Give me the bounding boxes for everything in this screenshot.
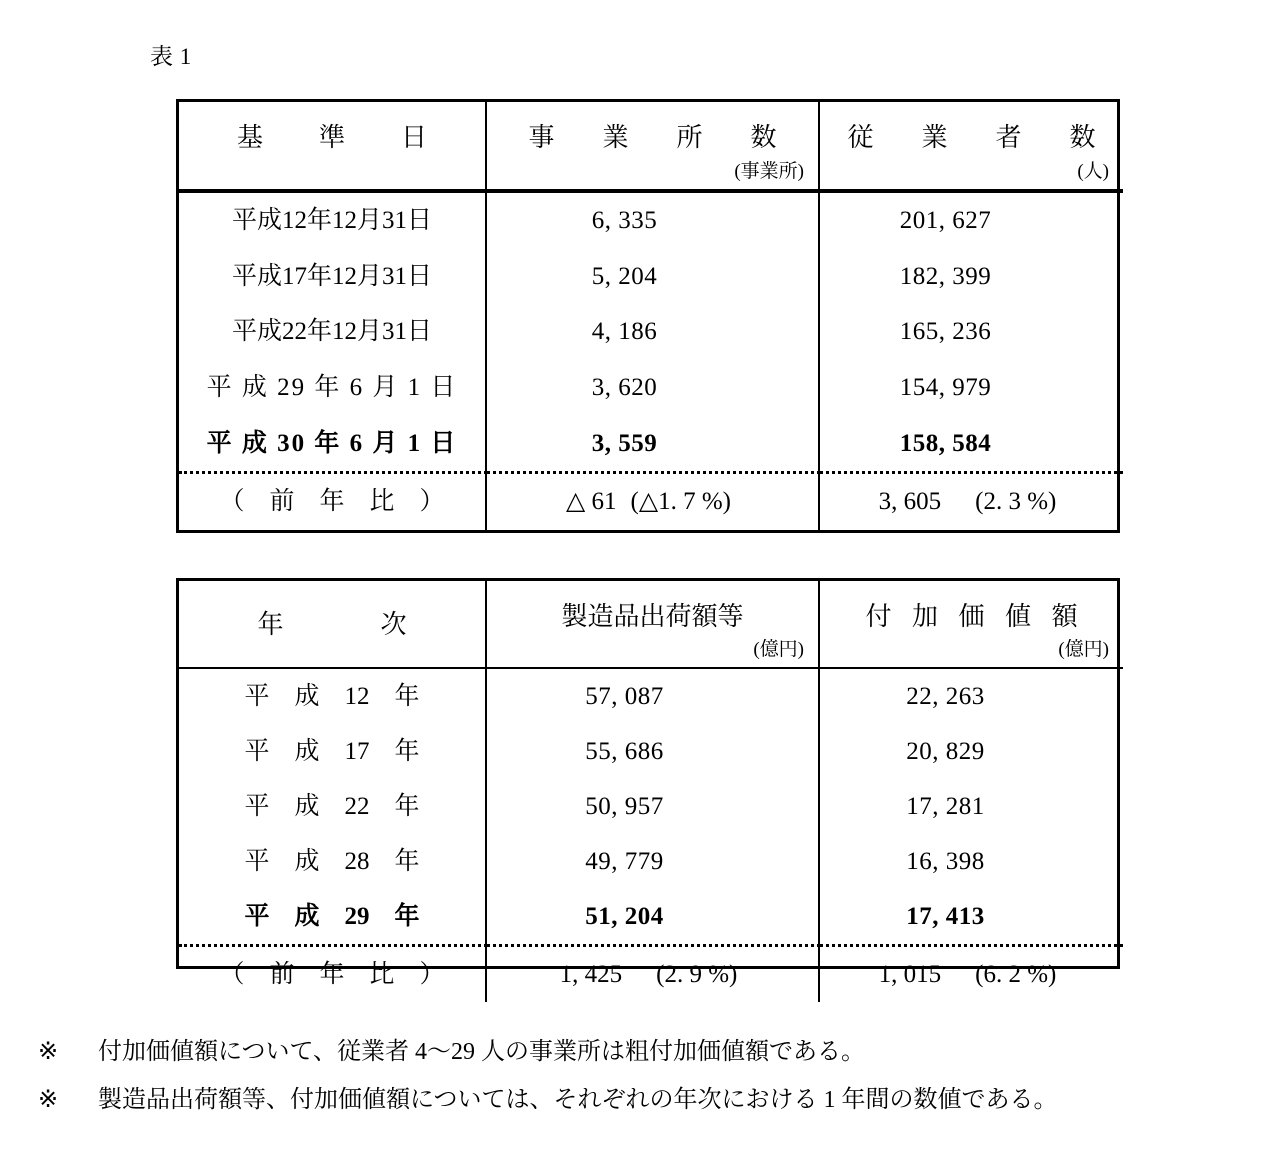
row-value-shipments: 51, 204 <box>585 902 664 930</box>
footnote-item <box>38 1040 1238 1064</box>
cell-reference-date <box>179 304 486 360</box>
header-unit-shipments: (億円) <box>753 639 804 661</box>
row-label: 平 成 29 年 <box>244 902 420 930</box>
comparison-percent-employees: (2. 3 %) <box>975 488 1057 516</box>
row-label: 平 成 22 年 <box>244 792 420 820</box>
cell-year <box>179 834 486 889</box>
row-label: 平 成 29 年 6 月 1 日 <box>206 374 458 402</box>
table-row-highlighted <box>179 416 1123 473</box>
cell-value-added <box>819 779 1123 834</box>
row-value-establishments: 6, 335 <box>591 207 658 235</box>
table-row-year-over-year <box>179 473 1123 530</box>
cell-establishments <box>486 249 819 305</box>
cell-employees <box>819 416 1123 473</box>
comparison-label: （ 前 年 比 ） <box>219 488 445 516</box>
header-label-employees: 従 業 者 数 <box>847 123 1107 152</box>
cell-comparison-value-added <box>819 946 1123 1003</box>
cell-establishments <box>486 191 819 249</box>
table-row <box>179 249 1123 305</box>
row-value-shipments: 57, 087 <box>585 682 664 710</box>
cell-comparison-label <box>179 473 486 530</box>
header-cell-value-added <box>819 581 1123 668</box>
cell-value-added <box>819 724 1123 779</box>
comparison-value-employees: 3, 605 <box>878 488 942 516</box>
cell-year <box>179 779 486 834</box>
cell-shipments <box>486 668 819 724</box>
cell-establishments <box>486 304 819 360</box>
cell-comparison-establishments <box>486 473 819 530</box>
header-cell-shipments <box>486 581 819 668</box>
table-row-highlighted <box>179 889 1123 946</box>
comparison-value-establishments: △ 61 <box>566 488 617 516</box>
row-value-establishments: 3, 620 <box>591 374 658 402</box>
cell-year <box>179 668 486 724</box>
cell-value-added <box>819 889 1123 946</box>
row-value-employees: 154, 979 <box>899 374 992 402</box>
comparison-percent-shipments: (2. 9 %) <box>656 960 738 988</box>
header-label-shipments: 製造品出荷額等 <box>561 602 744 631</box>
table-row <box>179 668 1123 724</box>
cell-shipments <box>486 834 819 889</box>
table-row <box>179 360 1123 416</box>
header-cell-establishments <box>486 102 819 191</box>
row-value-shipments: 49, 779 <box>585 847 664 875</box>
row-label: 平成22年12月31日 <box>231 318 432 346</box>
comparison-value-shipments: 1, 425 <box>559 960 623 988</box>
cell-employees <box>819 249 1123 305</box>
row-value-value-added: 22, 263 <box>906 682 985 710</box>
cell-comparison-employees <box>819 473 1123 530</box>
table-row <box>179 304 1123 360</box>
footnote-text: 付加価値額について、従業者 4〜29 人の事業所は粗付加価値額である。 <box>98 1039 866 1065</box>
row-value-employees: 182, 399 <box>899 262 992 290</box>
cell-reference-date <box>179 416 486 473</box>
cell-year <box>179 889 486 946</box>
row-value-establishments: 4, 186 <box>591 318 658 346</box>
cell-reference-date <box>179 360 486 416</box>
footnotes <box>38 1040 1238 1136</box>
row-value-value-added: 20, 829 <box>906 737 985 765</box>
comparison-percent-value-added: (6. 2 %) <box>975 960 1057 988</box>
cell-year <box>179 724 486 779</box>
row-value-value-added: 17, 281 <box>906 792 985 820</box>
row-label: 平 成 28 年 <box>244 847 420 875</box>
table-row <box>179 779 1123 834</box>
header-unit-establishments: (事業所) <box>734 161 804 183</box>
header-unit-value-added: (億円) <box>1058 639 1109 661</box>
header-label-reference-date: 基 準 日 <box>236 123 442 152</box>
header-label-year: 年 次 <box>257 610 422 639</box>
cell-value-added <box>819 834 1123 889</box>
row-label: 平 成 17 年 <box>244 737 420 765</box>
row-value-value-added: 16, 398 <box>906 847 985 875</box>
header-unit-employees: (人) <box>1077 161 1109 183</box>
row-value-value-added: 17, 413 <box>906 902 985 930</box>
header-cell-year <box>179 581 486 668</box>
comparison-label: （ 前 年 比 ） <box>219 960 445 988</box>
cell-comparison-shipments <box>486 946 819 1003</box>
table-row <box>179 191 1123 249</box>
cell-shipments <box>486 779 819 834</box>
cell-employees <box>819 191 1123 249</box>
row-value-employees: 201, 627 <box>899 207 992 235</box>
cell-shipments <box>486 889 819 946</box>
row-label: 平成12年12月31日 <box>231 207 432 235</box>
row-value-establishments: 3, 559 <box>591 429 658 457</box>
comparison-value-value-added: 1, 015 <box>878 960 942 988</box>
cell-comparison-label <box>179 946 486 1003</box>
header-label-establishments: 事 業 所 数 <box>528 123 788 152</box>
cell-employees <box>819 304 1123 360</box>
cell-shipments <box>486 724 819 779</box>
comparison-percent-establishments: (△1. 7 %) <box>630 488 731 516</box>
table-header-row <box>179 581 1123 668</box>
table-2-container <box>176 578 1120 988</box>
table-establishments-employees <box>179 102 1123 530</box>
table-row <box>179 834 1123 889</box>
row-value-shipments: 50, 957 <box>585 792 664 820</box>
cell-reference-date <box>179 249 486 305</box>
cell-value-added <box>819 668 1123 724</box>
table-1-container <box>176 99 1120 533</box>
row-label: 平 成 12 年 <box>244 682 420 710</box>
reference-mark-icon: ※ <box>38 1087 59 1113</box>
cell-employees <box>819 360 1123 416</box>
row-value-establishments: 5, 204 <box>591 262 658 290</box>
table-shipments-value-added <box>179 581 1123 1002</box>
row-label: 平 成 30 年 6 月 1 日 <box>206 429 458 457</box>
row-value-shipments: 55, 686 <box>585 737 664 765</box>
row-value-employees: 165, 236 <box>899 318 992 346</box>
row-value-employees: 158, 584 <box>899 429 992 457</box>
reference-mark-icon: ※ <box>38 1039 59 1065</box>
row-label: 平成17年12月31日 <box>231 262 432 290</box>
cell-establishments <box>486 360 819 416</box>
figure-caption: 表 1 <box>150 44 192 69</box>
table-row-year-over-year <box>179 946 1123 1003</box>
footnote-text: 製造品出荷額等、付加価値額については、それぞれの年次における 1 年間の数値である。 <box>98 1087 1058 1113</box>
table-row <box>179 724 1123 779</box>
table-header-row <box>179 102 1123 191</box>
header-label-value-added: 付 加 価 値 額 <box>865 602 1085 631</box>
header-cell-employees <box>819 102 1123 191</box>
header-cell-reference-date <box>179 102 486 191</box>
footnote-item <box>38 1088 1238 1112</box>
cell-establishments <box>486 416 819 473</box>
cell-reference-date <box>179 191 486 249</box>
